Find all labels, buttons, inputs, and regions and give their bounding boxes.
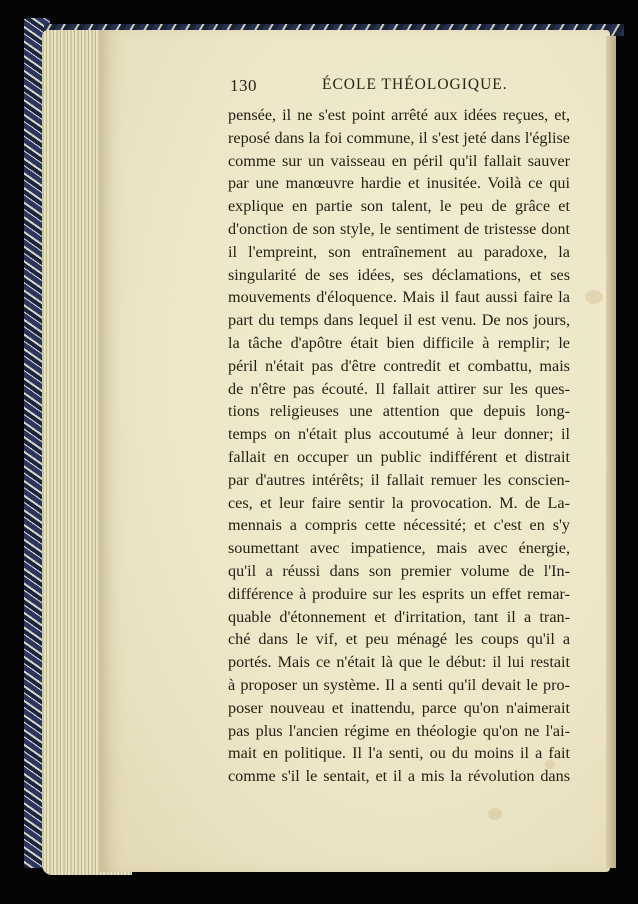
text-line: singularité de ses idées, ses déclamations, et ses	[228, 265, 570, 284]
text-line: explique en partie son talent, le peu de grâce et	[228, 197, 570, 216]
foxing-stain	[488, 808, 502, 820]
text-line: la tâche d'apôtre était bien difficile à remplir; le	[228, 333, 570, 352]
text-line: tions religieuses une attention que depuis long-	[228, 402, 570, 421]
text-line: pas plus l'ancien régime en théologie qu'on ne l'ai-	[228, 721, 570, 740]
text-line: mouvements d'éloquence. Mais il faut aussi faire la	[228, 288, 570, 307]
page-number: 130	[230, 76, 257, 95]
text-line: ché dans le vif, et peu ménagé les coups qu'il a	[228, 630, 570, 649]
text-line: péril n'était pas d'être contredit et combattu, mais	[228, 356, 570, 375]
text-line: différence à produire sur les esprits un effet remar-	[228, 584, 570, 603]
text-line: mait en politique. Il l'a senti, ou du moins il a fait	[228, 744, 570, 763]
text-line: portés. Mais ce n'était là que le début: il lui restait	[228, 653, 570, 672]
text-line: comme s'il le sentait, et il a mis la révolution dans	[228, 767, 570, 786]
text-line: quable d'étonnement et d'irritation, tant il a tran-	[228, 607, 570, 626]
text-line: fallait en occuper un public indifférent et distrait	[228, 447, 570, 466]
text-line: à proposer un système. Il a senti qu'il devait le pro-	[228, 675, 570, 694]
text-line: ces, et leur faire sentir la provocation. M. de La-	[228, 493, 570, 512]
page-header	[230, 76, 570, 98]
text-line: par une manœuvre hardie et inusitée. Voilà ce qui	[228, 174, 570, 193]
running-title: ÉCOLE THÉOLOGIQUE.	[322, 76, 508, 93]
text-line: par d'autres intérêts; il fallait remuer les conscien-	[228, 470, 570, 489]
text-line: part du temps dans lequel il est venu. De nos jours,	[228, 311, 570, 330]
text-line: poser nouveau et inattendu, parce qu'on n'aimerait	[228, 698, 570, 717]
text-line: il l'empreint, son entraînement au paradoxe, la	[228, 242, 570, 261]
text-line: reposé dans la foi commune, il s'est jeté dans l'église	[228, 128, 570, 147]
foxing-stain	[585, 290, 603, 304]
body-text	[228, 104, 570, 788]
text-line: comme sur un vaisseau en péril qu'il fallait sauver	[228, 151, 570, 170]
text-line: temps on n'était plus accoutumé à leur donner; il	[228, 425, 570, 444]
text-line: de n'être pas écouté. Il fallait attirer sur les ques-	[228, 379, 570, 398]
text-line: soumettant avec impatience, mais avec énergie,	[228, 539, 570, 558]
text-line: pensée, il ne s'est point arrêté aux idées reçues, et,	[228, 106, 570, 124]
page-fore-edge	[606, 36, 616, 868]
text-line: mennais a compris cette nécessité; et c'est en s'y	[228, 516, 570, 535]
text-line: qu'il a réussi dans son premier volume de l'In-	[228, 561, 570, 580]
text-line: d'onction de son style, le sentiment de tristesse dont	[228, 219, 570, 238]
